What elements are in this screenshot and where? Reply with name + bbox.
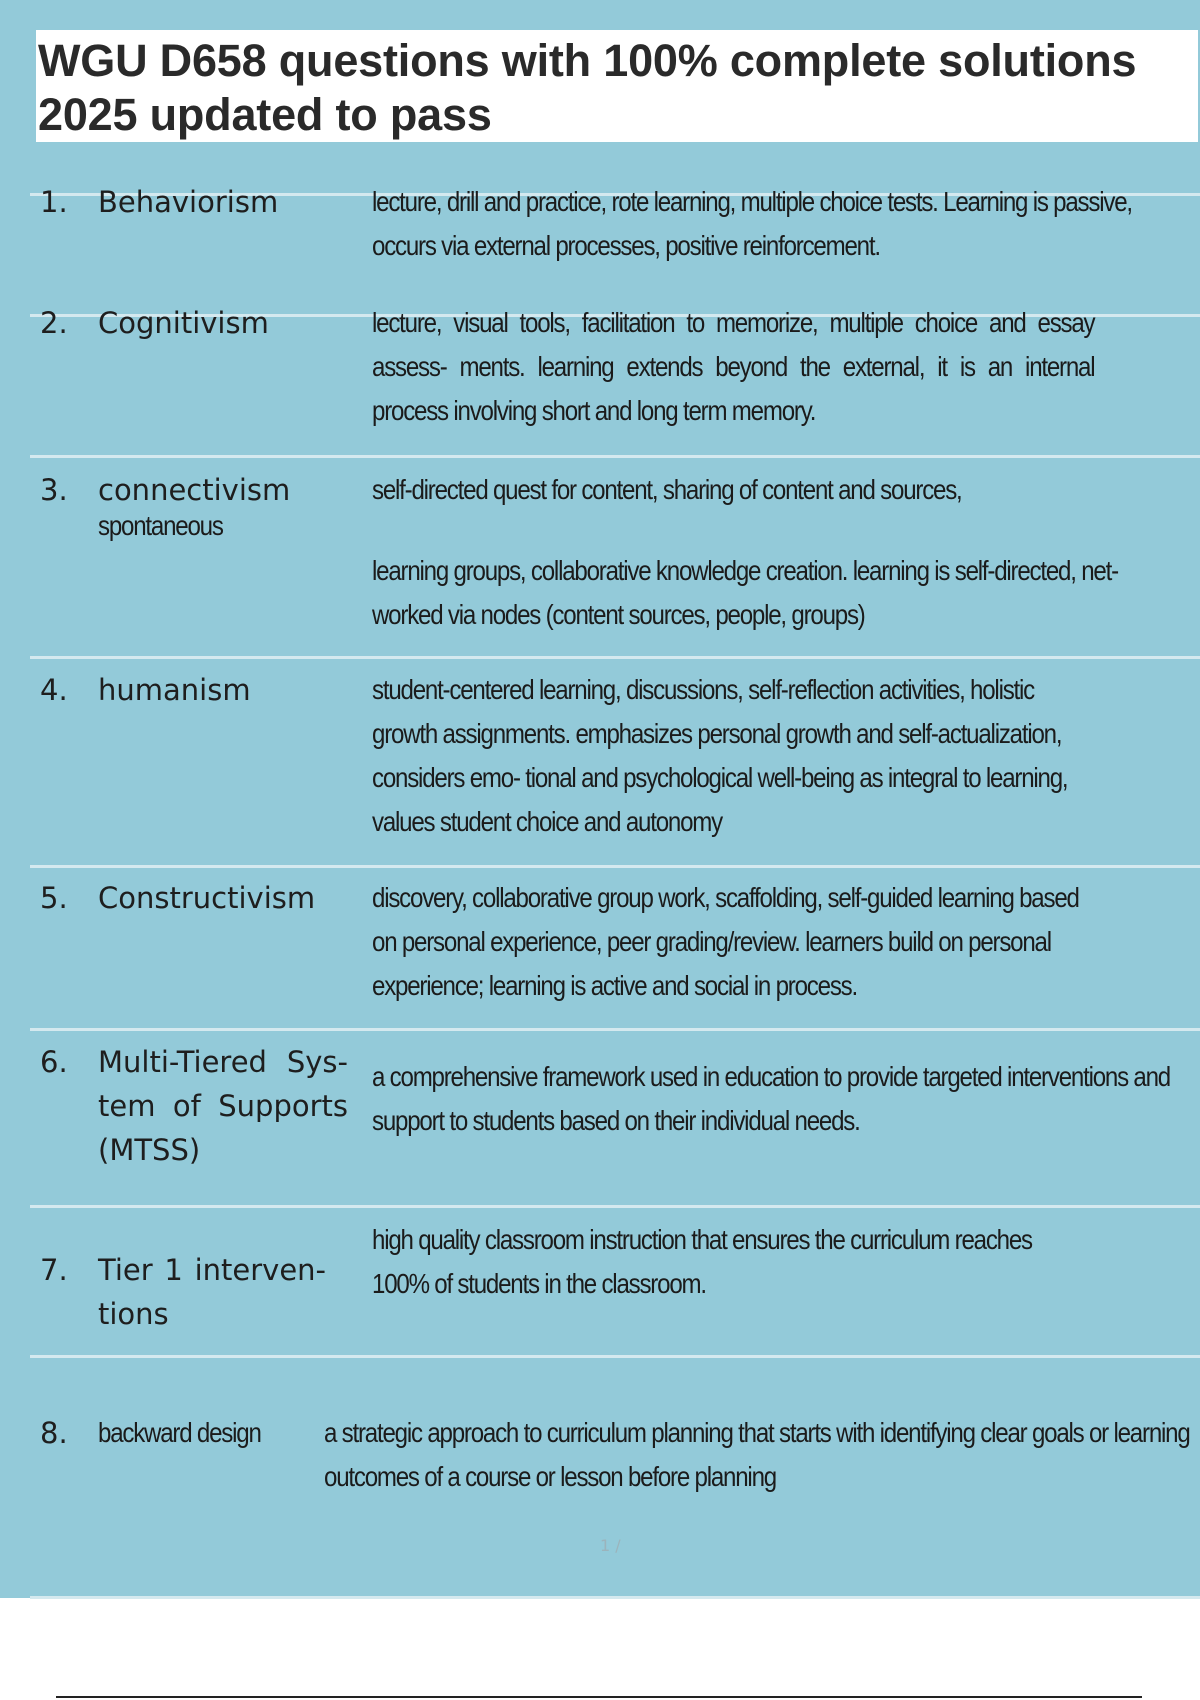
row-divider [30,1028,1200,1031]
item-definition: lecture, visual tools, facilitation to memorize, multiple choice and essay assess- ments. learning extends beyond the external, it is an internal process involving short and long term memory. [372,307,1095,426]
item-number: 1. [40,186,68,219]
item-definition-continued: learning groups, collaborative knowledge creation. learning is self-directed, net- worked via nodes (content sources, people, groups) [372,555,1118,630]
list-item [0,468,1200,654]
item-definition [324,1411,1193,1499]
item-term: Tier 1 interven- tions [98,1253,326,1331]
list-item [0,307,1200,453]
item-definition: self-directed quest for content, sharing of content and sources, [372,474,962,505]
item-term-extra: spontaneous [98,510,223,541]
item-number: 6. [40,1045,68,1079]
row-divider [30,865,1200,868]
item-definition: high quality classroom instruction that ensures the curriculum reaches 100% of students in the classroom. [372,1224,1032,1299]
list-item [0,1040,1200,1204]
row-divider [30,455,1200,458]
list-item [0,876,1200,1026]
item-term: Constructivism [98,881,316,915]
list-item [0,668,1200,864]
list-item [0,186,1200,310]
item-number: 4. [40,673,68,707]
row-divider [30,656,1200,659]
item-term: Cognitivism [98,307,269,340]
item-term: Multi-Tiered Sys- tem of Supports (MTSS) [98,1045,348,1167]
list-item [0,1218,1200,1374]
page-number: 1 / [600,1536,621,1555]
item-number: 3. [40,473,68,507]
item-term: Behaviorism [98,186,279,219]
row-divider [30,1596,1200,1599]
item-term: backward design [98,1417,261,1448]
item-number: 5. [40,881,68,915]
item-term: humanism [98,673,251,707]
document-title: WGU D658 questions with 100% complete solutions 2025 updated to pass [38,35,1137,140]
list-item [0,1411,1200,1511]
item-number: 2. [40,307,68,340]
item-definition: discovery, collaborative group work, scaffolding, self-guided learning based on personal experience, peer grading/review. learners build on personal experience; learning is active and social in process. [372,882,1079,1001]
item-number: 8. [40,1416,68,1450]
item-definition: a comprehensive framework used in education to provide targeted interventions and support to students based on their individual needs. [372,1061,1170,1136]
item-definition: student-centered learning, discussions, self-reflection activities, holistic growth assignments. emphasizes personal growth and self-actualization, considers emo- tional and psychological well-being as integral to learning, values student choice and autonomy [372,674,1068,837]
title-box [36,30,1198,142]
item-definition-text: a strategic approach to curriculum planning that starts with identifying clear goals or learning outcomes of a course or lesson before planning [324,1417,1190,1492]
footer-rule [56,1696,1142,1698]
item-term: connectivism [98,473,291,507]
item-number: 7. [40,1253,68,1287]
item-definition: lecture, drill and practice, rote learning, multiple choice tests. Learning is passive, occurs via external processes, positive reinforcement. [372,186,1132,261]
row-divider [30,1205,1200,1208]
